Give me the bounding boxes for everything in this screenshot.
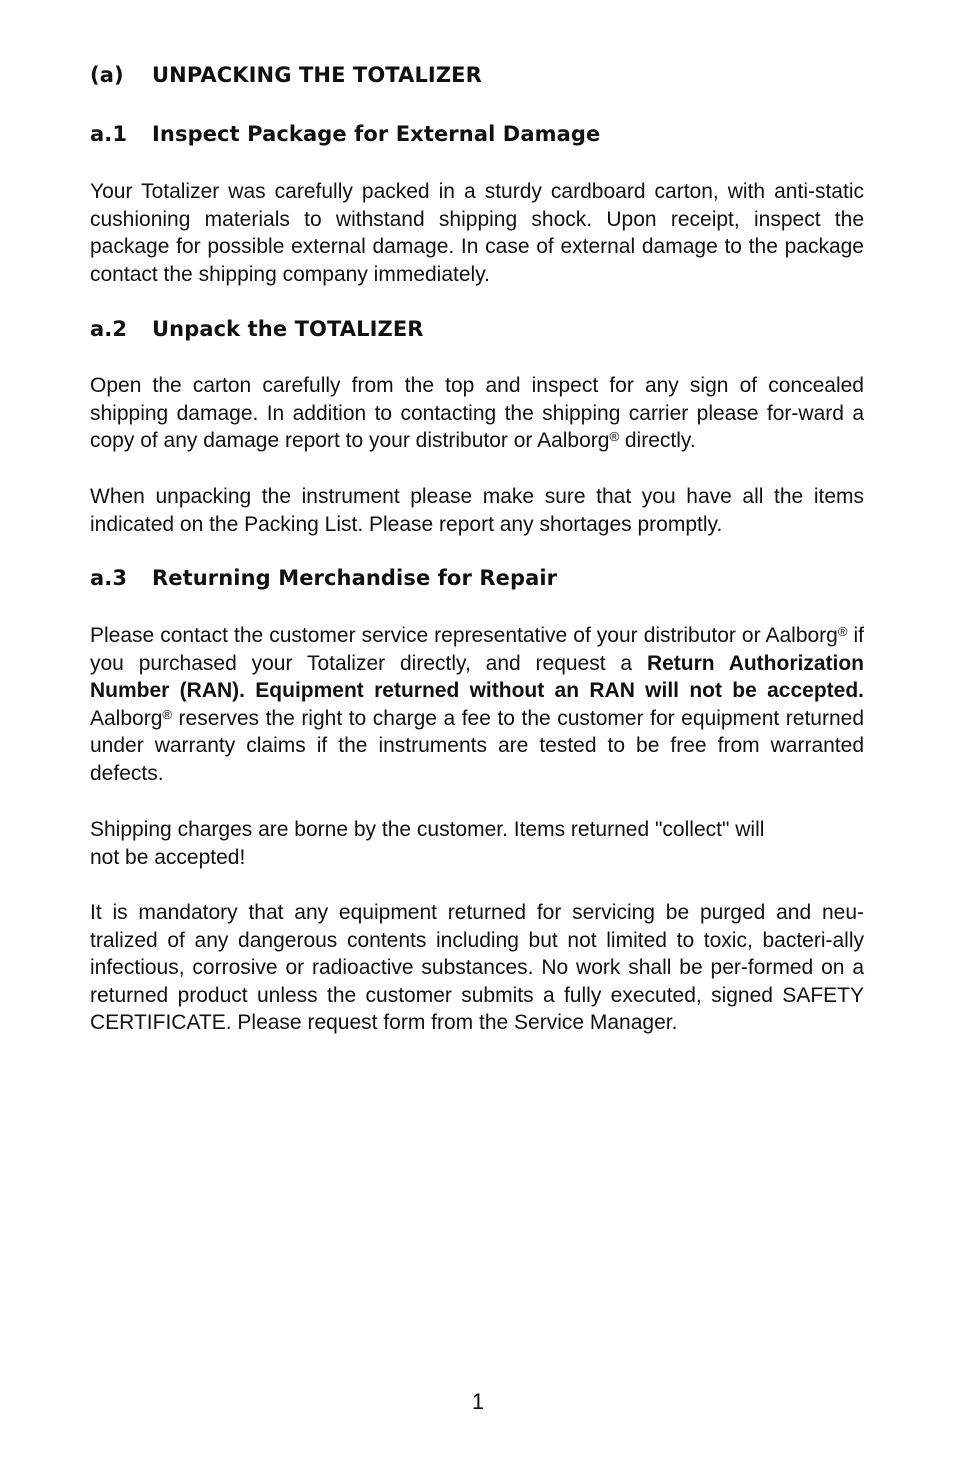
text-run: Aalborg <box>90 706 163 730</box>
paragraph-a3-3: It is mandatory that any equipment returned for servicing be purged and neu-tralized of any dangerous contents including but not limited to toxic, bacteri-ally infectious, corrosive or radioactive substances. No work shall be per-formed on a returned product unless the customer submits a fully executed, signed SAFETY CERTIFICATE. Please request form from the Service Manager. <box>90 901 864 1035</box>
subsection-heading-a3 <box>90 566 557 590</box>
section-number: (a) <box>90 63 124 87</box>
paragraph-a2-1 <box>90 372 864 455</box>
registered-mark: ® <box>837 624 848 639</box>
text-run: reserves the right to charge a fee to the customer for equipment returned under warranty claims if the instruments are tested to be free from warranted defects. <box>90 706 864 785</box>
subsection-number: a.3 <box>90 566 128 590</box>
registered-mark: ® <box>162 706 172 722</box>
page-number: 1 <box>471 1389 485 1414</box>
registered-mark: ® <box>609 429 620 445</box>
subsection-number: a.1 <box>90 122 128 146</box>
subsection-title: Unpack the TOTALIZER <box>152 317 424 341</box>
text-run: if you purchased your Totalizer directly, and request a <box>90 624 864 675</box>
section-title: UNPACKING THE TOTALIZER <box>152 63 482 87</box>
subsection-title: Returning Merchandise for Repair <box>152 566 558 590</box>
text-line: not be accepted! <box>90 845 246 869</box>
bold-notice: Return Authorization Number (RAN). Equipment returned without an RAN will not be accepted. <box>90 651 864 703</box>
paragraph-a1: Your Totalizer was carefully packed in a sturdy cardboard carton, with anti-static cushioning materials to withstand shipping shock. Upon receipt, inspect the package for possible external damage. In case of external damage to the package contact the shipping company immediately. <box>90 180 864 286</box>
paragraph-a2-2: When unpacking the instrument please make sure that you have all the items indicated on the Packing List. Please report any shortages promptly. <box>90 485 864 536</box>
paragraph-a3-1 <box>90 622 864 788</box>
subsection-title: Inspect Package for External Damage <box>152 122 601 146</box>
subsection-heading-a2 <box>90 317 424 341</box>
text-run: directly. <box>619 429 696 453</box>
text-line: Shipping charges are borne by the customer. Items returned "collect" will <box>90 818 765 841</box>
subsection-number: a.2 <box>90 317 128 341</box>
subsection-heading-a1 <box>90 122 600 146</box>
section-heading <box>90 63 482 87</box>
paragraph-a3-2 <box>90 816 864 871</box>
text-run: Open the carton carefully from the top and inspect for any sign of concealed shipping damage. In addition to contacting the shipping carrier please for-ward a copy of any damage report to your distributor or Aalborg <box>90 374 864 453</box>
text-run: Please contact the customer service representative of your distributor or Aalborg <box>90 624 838 647</box>
